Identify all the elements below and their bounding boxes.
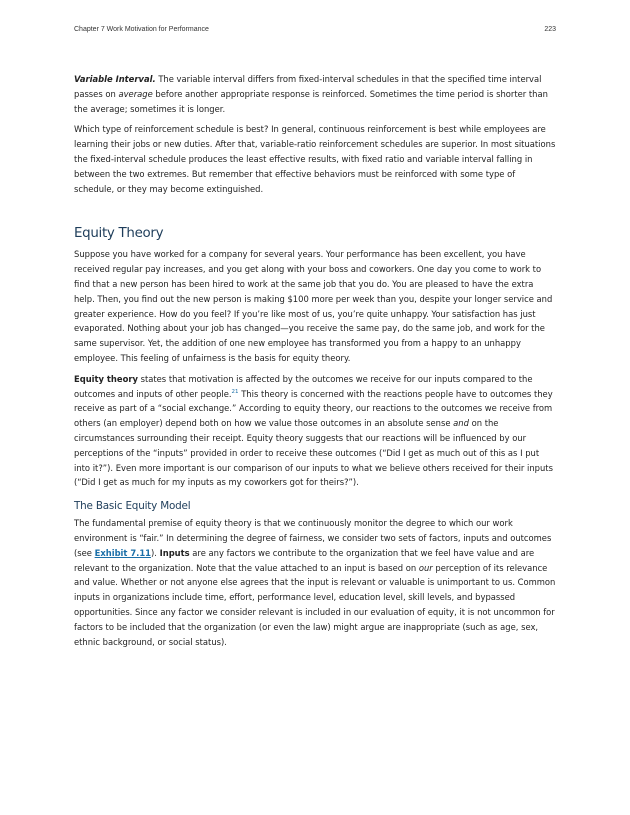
paragraph-text: are any factors we contribute to the organization that we feel have value and are relevant to the organization. Note that the value attached to an input is based on: [74, 547, 535, 573]
exhibit-7-11-link[interactable]: Exhibit 7.11: [94, 547, 152, 558]
basic-equity-model-paragraph: [74, 516, 556, 649]
page-number: 223: [544, 26, 556, 33]
basic-equity-model-heading: The Basic Equity Model: [74, 500, 191, 513]
equity-definition-paragraph: [74, 372, 556, 490]
equity-intro-paragraph: Suppose you have worked for a company for several years. Your performance has been excellent, you have received regular pay increases, and you get along with your boss and coworkers. One day you come to work to find that a new person has been hired to work at the same job that you do. You are pleased to have the extra help. Then, you find out the new person is making $100 more per week than you, despite your longer service and greater experience. How do you feel? If you’re like most of us, you’re quite unhappy. Your satisfaction has just evaporated. Nothing about your job has changed—you receive the same pay, do the same job, and work for the same supervisor. Yet, the addition of one new employee has transformed you from a happy to an unhappy employee. This feeling of unfairness is the basis for equity theory.: [74, 249, 553, 363]
equity-theory-heading: Equity Theory: [74, 226, 164, 242]
paragraph-text: ).: [151, 547, 160, 558]
emphasis-and: and: [453, 418, 469, 429]
paragraph-text: before another appropriate response is reinforced. Sometimes the time period is shorter than the average; sometimes it is longer.: [74, 88, 548, 114]
paragraph-text: states that motivation is affected by the outcomes we receive for our inputs compared to the outcomes and inputs of other people.: [74, 373, 533, 399]
running-head: [74, 26, 556, 33]
variable-interval-term: Variable Interval.: [74, 74, 156, 84]
page-content: [74, 72, 556, 655]
emphasis-our: our: [418, 562, 433, 573]
equity-theory-term: Equity theory: [74, 373, 138, 384]
paragraph-text: on the circumstances surrounding their receipt. Equity theory suggests that our reactions will be influenced by our perceptions of the “inputs” provided in order to receive these outcomes (“Did I get as much out of this as I put into it?”). Even more important is our comparison of our inputs to what we believe others received for their inputs (“Did I get as much for my inputs as my coworkers got for theirs?”).: [74, 418, 553, 488]
footnote-ref-21[interactable]: 21: [231, 388, 239, 395]
paragraph-text: The fundamental premise of equity theory is that we continuously monitor the degree to which our work environment is “fair.” In determining the degree of fairness, we consider two sets of factors, inputs and outcomes (see: [74, 518, 552, 558]
paragraph-text: This theory is concerned with the reactions people have to outcomes they receive as part of a “social exchange.” According to equity theory, our reactions to the outcomes we receive from others (an employer) depend both on how we value those outcomes in an absolute sense: [74, 388, 553, 429]
variable-interval-paragraph: [74, 72, 556, 116]
inputs-term: Inputs: [159, 547, 190, 558]
paragraph-text: perception of its relevance and value. Whether or not anyone else agrees that the input is relevant or valuable is unimportant to us. Common inputs in organizations include time, effort, performance level, education level, skill levels, and bypassed opportunities. Since any factor we consider relevant is included in our evaluation of equity, it is not uncommon for factors to be included that the organization (or even the law) might argue are inappropriate (such as age, sex, ethnic background, or social status).: [74, 562, 556, 647]
chapter-title: Chapter 7 Work Motivation for Performance: [74, 26, 209, 33]
paragraph-text: The variable interval differs from fixed-interval schedules in that the specified time interval passes on: [74, 74, 542, 99]
emphasis-average: average: [118, 88, 153, 99]
best-schedule-paragraph: Which type of reinforcement schedule is best? In general, continuous reinforcement is best while employees are learning their jobs or new duties. After that, variable-ratio reinforcement schedules are superior. In most situations the fixed-interval schedule produces the least effective results, with fixed ratio and variable interval falling in between the two extremes. But remember that effective behaviors must be reinforced with some type of schedule, or they may become extinguished.: [74, 124, 556, 194]
